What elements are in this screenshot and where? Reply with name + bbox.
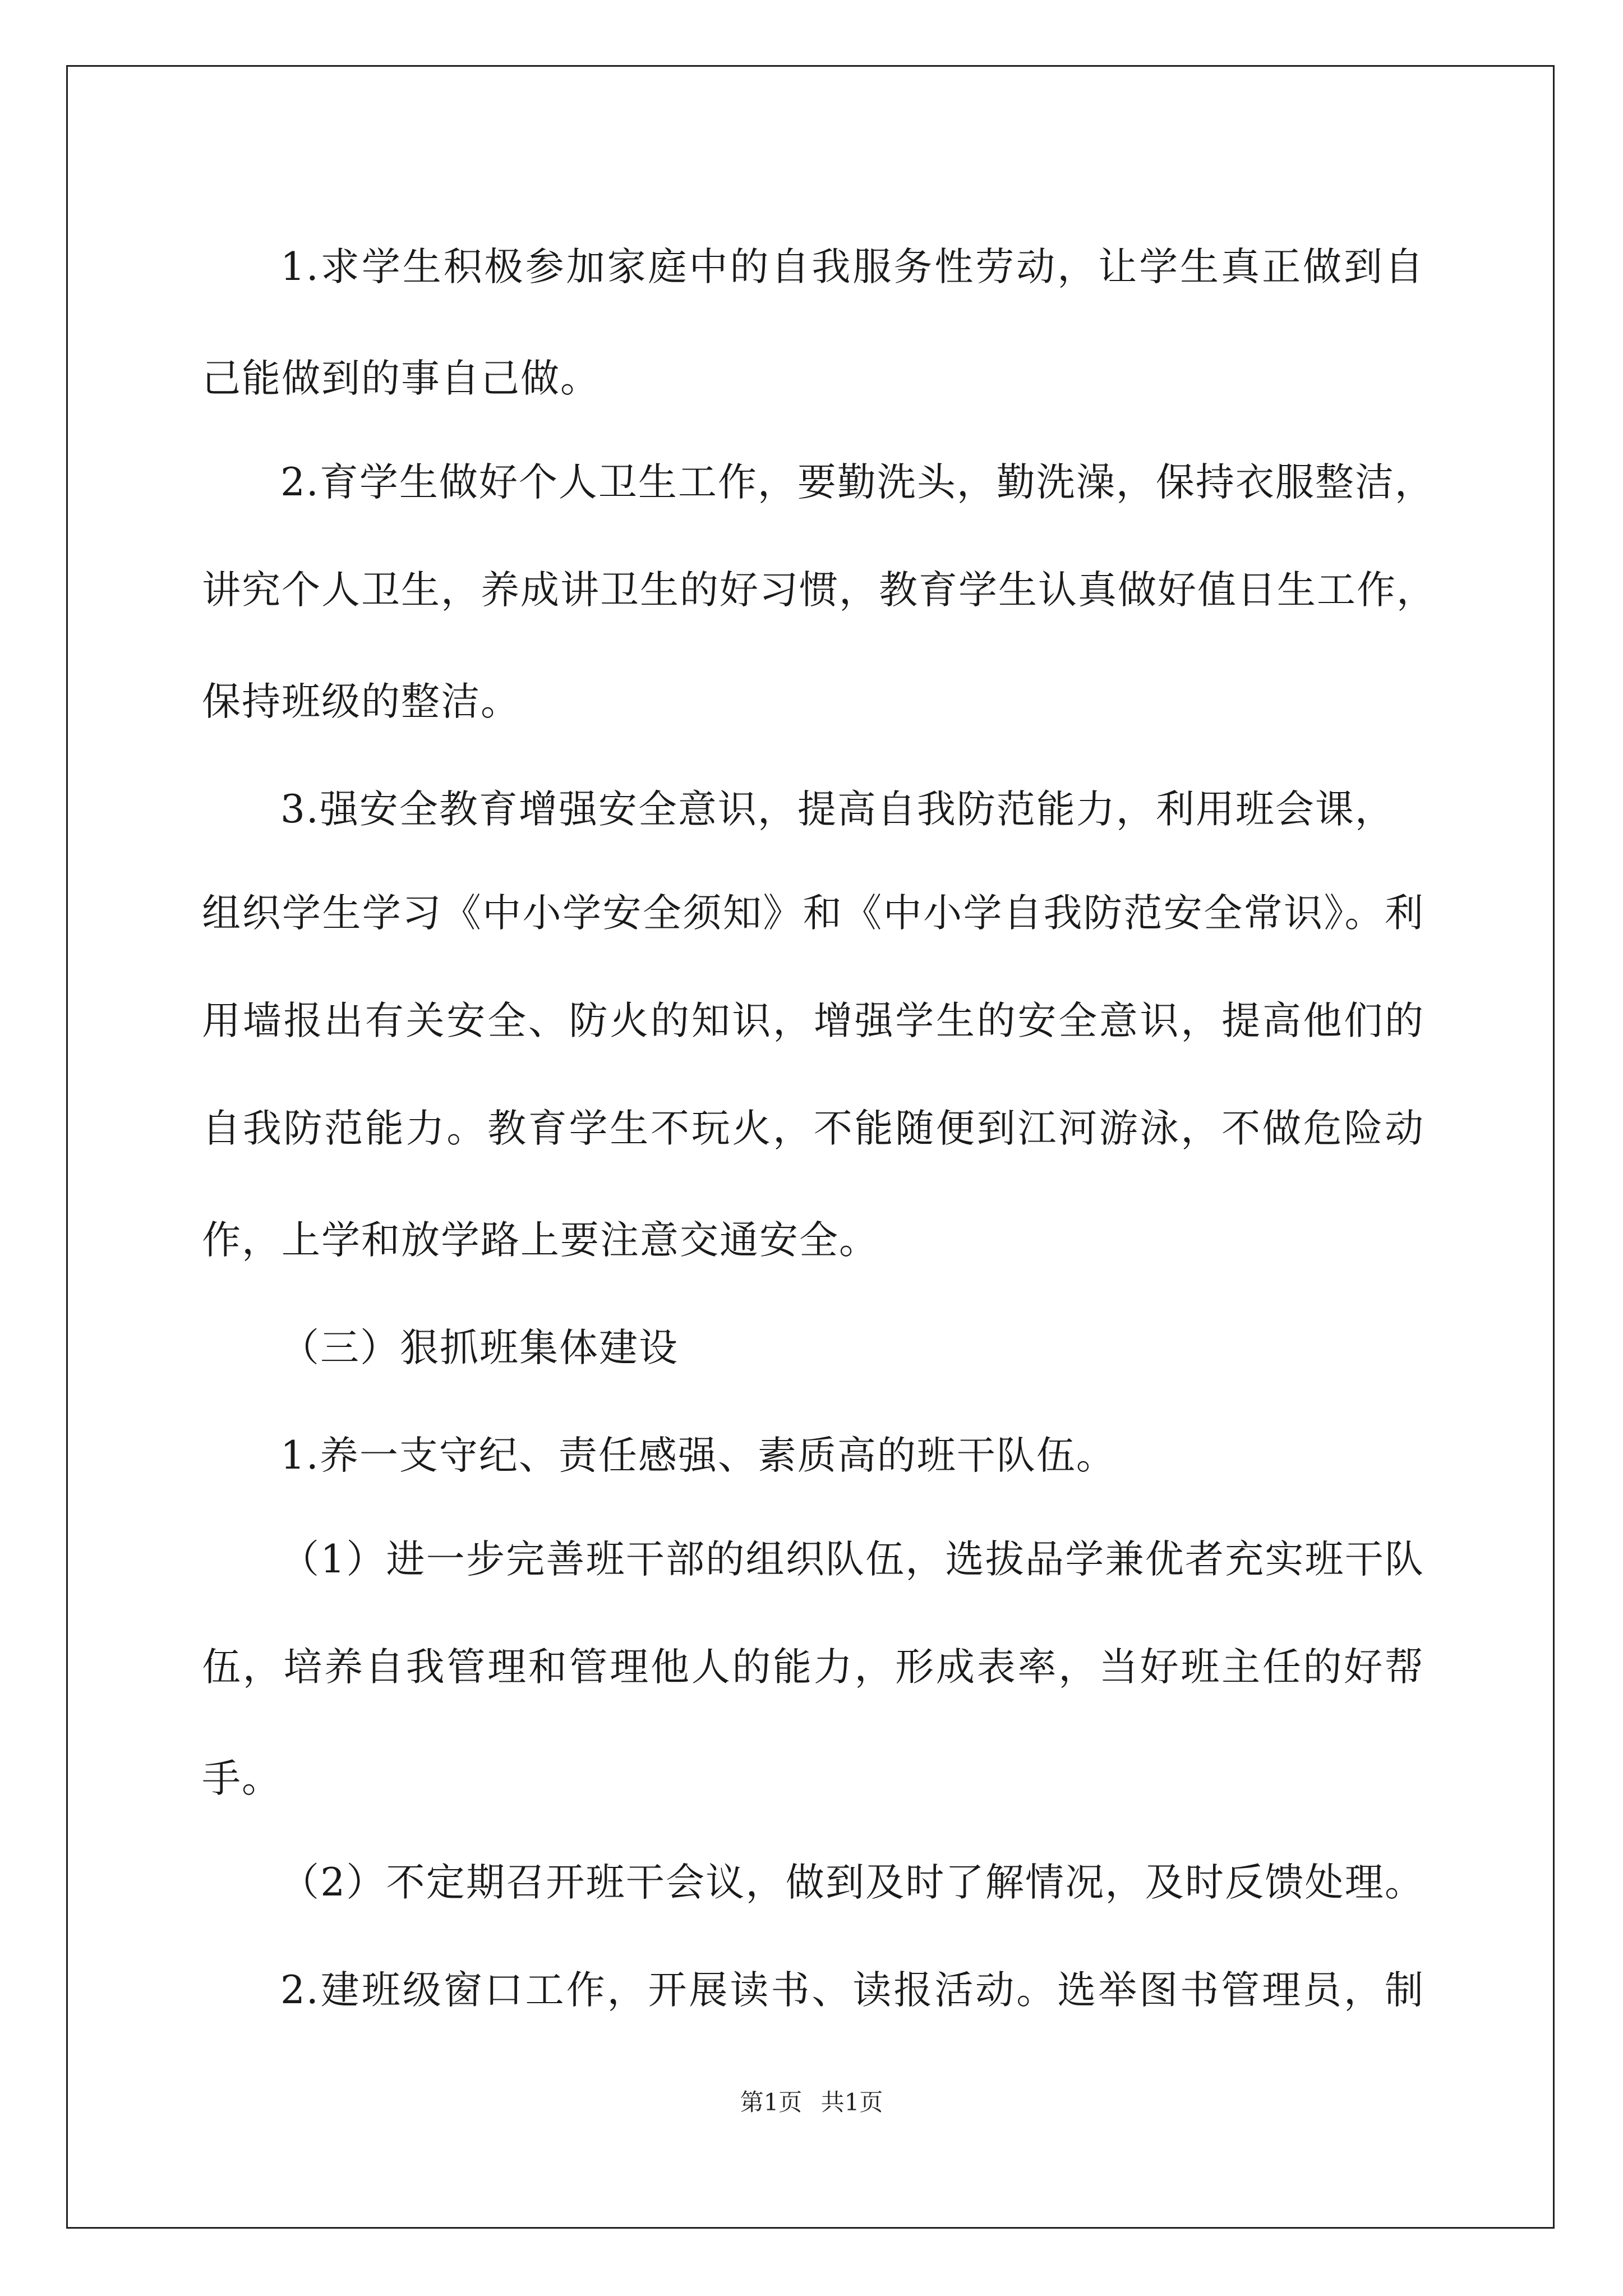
text-line: 手。	[202, 1756, 282, 1801]
text-line: 自我防范能力。教育学生不玩火，不能随便到江河游泳，不做危险动	[202, 1106, 1424, 1151]
text-line: 作，上学和放学路上要注意交通安全。	[202, 1217, 879, 1263]
text-line: 组织学生学习《中小学安全须知》和《中小学自我防范安全常识》。利	[202, 891, 1424, 936]
text-line: 2.育学生做好个人卫生工作，要勤洗头，勤洗澡，保持衣服整洁，	[280, 460, 1435, 505]
text-line: 用墙报出有关安全、防火的知识，增强学生的安全意识，提高他们的	[202, 999, 1424, 1043]
document-body	[202, 213, 1436, 2044]
section-heading: （三）狠抓班集体建设	[280, 1325, 679, 1370]
text-line: 己能做到的事自己做。	[202, 356, 600, 401]
page-footer	[0, 2084, 1623, 2118]
page-number: 第1页	[740, 2088, 803, 2116]
text-line: 讲究个人卫生，养成讲卫生的好习惯，教育学生认真做好值日生工作，	[202, 568, 1436, 613]
text-line: 伍，培养自我管理和管理他人的能力，形成表率，当好班主任的好帮	[202, 1645, 1424, 1690]
text-line: 2.建班级窗口工作，开展读书、读报活动。选举图书管理员，制	[280, 1968, 1424, 2013]
text-line: 1.求学生积极参加家庭中的自我服务性劳动，让学生真正做到自	[280, 245, 1424, 289]
text-line: （2）不定期召开班干会议，做到及时了解情况，及时反馈处理。	[280, 1860, 1424, 1905]
page-total: 共1页	[820, 2088, 883, 2116]
text-line: 保持班级的整洁。	[202, 679, 520, 724]
text-line: 3.强安全教育增强安全意识，提高自我防范能力，利用班会课，	[280, 786, 1395, 832]
text-line: 1.养一支守纪、责任感强、素质高的班干队伍。	[280, 1433, 1116, 1478]
text-line: （1）进一步完善班干部的组织队伍，选拔品学兼优者充实班干队	[280, 1537, 1424, 1582]
